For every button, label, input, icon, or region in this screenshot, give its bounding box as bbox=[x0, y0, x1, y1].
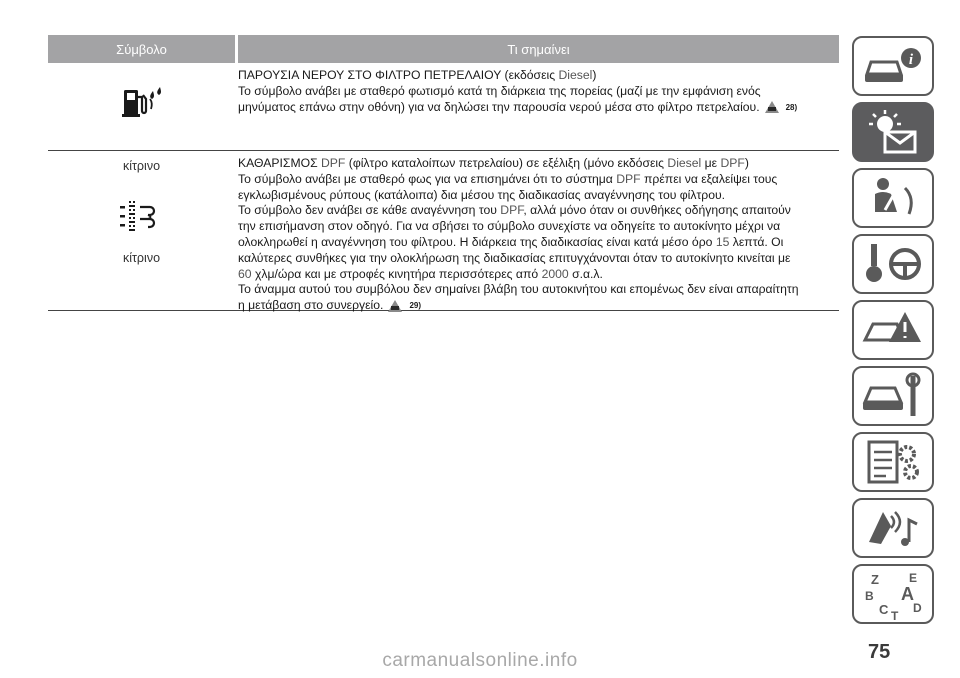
symbol-cell bbox=[48, 63, 235, 173]
svg-text:T: T bbox=[891, 609, 899, 620]
svg-text:B: B bbox=[865, 589, 874, 603]
header-symbol: Σύμβολο bbox=[48, 35, 235, 63]
text-line: την επισήμανση στον οδηγό. Για να σβήσει το σύμβολο συνεχίστε να οδηγείτε το αυτοκίνητο μέχρι να bbox=[238, 219, 781, 234]
alphabetical-index-icon bbox=[861, 568, 925, 620]
chapter-maintenance[interactable] bbox=[852, 366, 934, 426]
warning-lights-messages-icon bbox=[861, 108, 925, 156]
svg-text:i: i bbox=[908, 52, 914, 68]
text-line: ολοκληρωθεί η αναγέννηση του φίλτρου. Η διάρκεια της διαδικασίας είναι κατά μέσο όρο 15 λεπτά. Οι bbox=[238, 234, 784, 249]
meaning-cell bbox=[238, 63, 839, 150]
text-line: ΠΑΡΟΥΣΙΑ ΝΕΡΟΥ ΣΤΟ ΦΙΛΤΡΟ ΠΕΤΡΕΛΑΙΟΥ (εκδόσεις Diesel) bbox=[238, 68, 597, 82]
table-header bbox=[48, 35, 839, 63]
symbol-cell bbox=[48, 151, 235, 310]
note-reference[interactable]: 28) bbox=[764, 100, 798, 116]
chapter-car-info[interactable] bbox=[852, 36, 934, 96]
text-line: η μετάβαση στο συνεργείο. 29) bbox=[238, 298, 421, 313]
maintenance-icon bbox=[861, 372, 925, 420]
text-line: καλύτερες συνθήκες για την ολοκλήρωση της διαδικασίας επιτυγχάνονται όταν το αυτοκίνητο κινείται με bbox=[238, 250, 791, 265]
chapter-starting[interactable] bbox=[852, 234, 934, 294]
technical-data-icon bbox=[861, 438, 925, 486]
text-line: μηνύματος επάνω στην οθόνη) για να δηλώσει την παρουσία νερού μέσα στο φίλτρο πετρελαίου. 28) bbox=[238, 99, 798, 114]
key-steering-wheel-icon bbox=[861, 240, 925, 288]
text-line: 60 χλμ/ώρα και με στροφές κινητήρα περισσότερες από 2000 σ.α.λ. bbox=[238, 266, 603, 281]
header-meaning: Τι σημαίνει bbox=[238, 35, 839, 63]
svg-text:C: C bbox=[879, 602, 889, 617]
text-line: Το σύμβολο ανάβει με σταθερό φωτισμό κατά τη διάρκεια της πορείας (μαζί με την εμφάνιση ενός bbox=[238, 83, 761, 98]
svg-text:Z: Z bbox=[871, 572, 879, 587]
text-line: ΚΑΘΑΡΙΣΜΟΣ DPF (φίλτρο καταλοίπων πετρελαίου) σε εξέλιξη (μόνο εκδόσεις Diesel με DPF) bbox=[238, 156, 749, 170]
page-number: 75 bbox=[868, 641, 891, 663]
note-reference[interactable]: 29) bbox=[387, 298, 421, 314]
color-label: κίτρινο bbox=[122, 251, 161, 265]
passenger-safety-icon bbox=[861, 174, 925, 222]
text-line: Το σύμβολο δεν ανάβει σε κάθε αναγέννηση του DPF, αλλά μόνο όταν οι συνθήκες οδήγησης απαιτούν bbox=[238, 203, 791, 218]
color-label: κίτρινο bbox=[122, 159, 161, 173]
text-line: Το σύμβολο ανάβει με σταθερό φως για να επισημάνει ότι το σύστημα DPF πρέπει να εξαλείψει τους bbox=[238, 171, 778, 186]
svg-text:E: E bbox=[909, 571, 918, 585]
chapter-safety[interactable] bbox=[852, 168, 934, 228]
meaning-cell bbox=[238, 151, 839, 313]
chapter-emergency[interactable] bbox=[852, 300, 934, 360]
chapter-warning-lights[interactable] bbox=[852, 102, 934, 162]
warning-lights-table bbox=[48, 35, 839, 311]
watermark: carmanualsonline.info bbox=[382, 650, 578, 671]
chapter-multimedia[interactable] bbox=[852, 498, 934, 558]
table-row bbox=[48, 151, 839, 311]
warning-triangle-icon bbox=[387, 299, 403, 313]
emergency-icon bbox=[861, 306, 925, 354]
svg-text:D: D bbox=[913, 601, 922, 615]
svg-text:A: A bbox=[901, 584, 914, 604]
dpf-cleaning-icon bbox=[114, 198, 170, 236]
water-in-fuel-icon bbox=[118, 83, 166, 121]
car-info-icon bbox=[861, 44, 925, 88]
warning-triangle-icon bbox=[764, 100, 780, 114]
text-line: εγκλωβισμένους ρύπους (κατάλοιπα) δια μέσου της διαδικασίας αναγέννησης του φίλτρου. bbox=[238, 187, 726, 202]
chapter-technical-data[interactable] bbox=[852, 432, 934, 492]
chapter-index[interactable] bbox=[852, 564, 934, 624]
text-line: Το άναμμα αυτού του συμβόλου δεν σημαίνει βλάβη του αυτοκινήτου και επομένως δεν είναι απαραίτητη bbox=[238, 282, 799, 297]
multimedia-icon bbox=[861, 504, 925, 552]
